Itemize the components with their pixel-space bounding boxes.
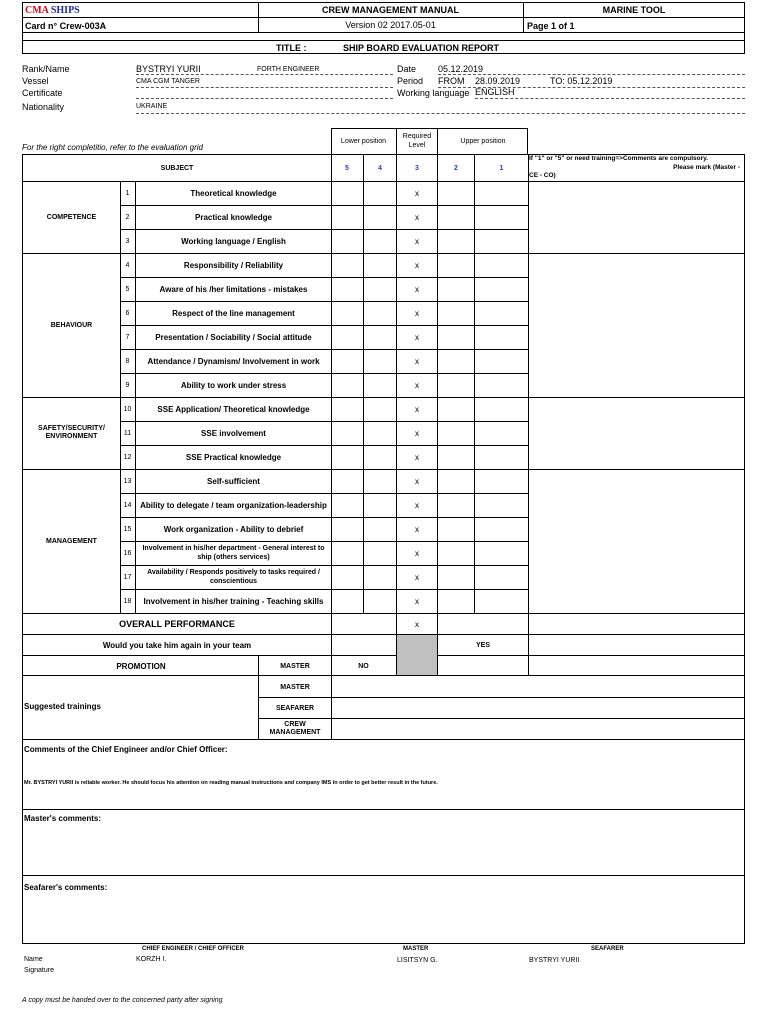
nationality-label: Nationality — [22, 102, 65, 112]
underline — [438, 87, 745, 88]
category-safety-line: SAFETY/SECURITY/ — [38, 425, 105, 432]
underline — [136, 98, 393, 99]
rule — [120, 589, 528, 590]
rank-name: BYSTRYI YURII — [136, 64, 201, 74]
rule — [528, 613, 529, 676]
score-1-heading: 1 — [499, 164, 504, 172]
rule — [120, 301, 528, 302]
rule — [120, 205, 528, 206]
master-name: LISITSYN G. — [397, 957, 438, 964]
comment-note-line: Please mark (Master - — [673, 163, 740, 171]
training-crew-management — [259, 719, 331, 739]
rule — [120, 349, 528, 350]
item-number: 12 — [123, 453, 132, 461]
score-5-heading: 5 — [345, 164, 349, 172]
comment-note — [529, 155, 744, 181]
item-label: Respect of the line management — [172, 308, 295, 318]
rule — [474, 154, 475, 613]
date-label: Date — [397, 64, 417, 74]
rule — [22, 253, 745, 254]
logo-ships-text: SHIPS — [50, 5, 80, 16]
comment-note-line: If "1" or "5" or need training=>Comments are compulsory. — [529, 155, 709, 162]
item-number: 5 — [125, 285, 130, 293]
footer-note: A copy must be handed over to the concerned party after signing — [22, 997, 223, 1004]
item-mark: x — [415, 524, 419, 534]
version: Version 02 2017.05-01 — [345, 20, 436, 30]
item-number: 8 — [125, 357, 130, 365]
rule — [528, 154, 529, 613]
rule — [135, 181, 136, 613]
chief-heading: CHIEF ENGINEER / CHIEF OFFICER — [142, 946, 245, 952]
training-seafarer: SEAFARER — [275, 704, 315, 712]
grid-instruction: For the right completitio, refer to the evaluation grid — [22, 143, 203, 152]
signature-label: Signature — [24, 967, 54, 974]
trainings-box — [22, 676, 745, 740]
underline — [438, 74, 745, 75]
promotion-label: PROMOTION — [116, 661, 166, 671]
seafarer-heading: SEAFARER — [591, 946, 624, 952]
rule — [22, 397, 745, 398]
item-number: 6 — [125, 309, 130, 317]
rule — [120, 277, 528, 278]
rule — [331, 676, 332, 740]
item-number: 16 — [123, 549, 132, 557]
item-label: Responsibility / Reliability — [183, 260, 284, 270]
rule — [120, 325, 528, 326]
item-mark: x — [415, 308, 419, 318]
rule — [120, 229, 528, 230]
item-label: Ability to delegate / team organization-leadership — [140, 500, 327, 510]
rule — [120, 445, 528, 446]
item-mark: x — [415, 380, 419, 390]
title-label: TITLE : — [276, 43, 307, 53]
score-4-heading: 4 — [378, 164, 382, 172]
required-level-heading: Required Level — [402, 133, 432, 149]
rule — [120, 421, 528, 422]
item-number: 18 — [123, 597, 132, 605]
comment-note-line: CE - CO) — [529, 172, 556, 179]
item-label: Availability / Responds positively to tasks required / conscientious — [147, 569, 320, 585]
page-title: SHIP BOARD EVALUATION REPORT — [343, 43, 500, 53]
item-mark: x — [415, 572, 419, 582]
rule — [120, 541, 528, 542]
upper-position-heading: Upper position — [460, 137, 506, 145]
item-label: Theoretical knowledge — [190, 188, 277, 198]
rule — [363, 154, 364, 613]
rule — [437, 154, 438, 613]
item-number: 17 — [123, 573, 132, 581]
chief-comments-text: Mr. BYSTRYI YURII is reliable worker. He should focus his attention on reading manual instructions and company IMS in order to get better result in the future. — [24, 780, 438, 786]
item-mark: x — [415, 404, 419, 414]
item-label: Practical knowledge — [195, 212, 272, 222]
item-label: Involvement in his/her training - Teaching skills — [143, 596, 324, 606]
rule — [120, 565, 528, 566]
lower-position-heading: Lower position — [340, 137, 387, 145]
rank-label: Rank/Name — [22, 64, 70, 74]
rule — [258, 718, 745, 719]
master-heading: MASTER — [403, 946, 429, 952]
manual-title: CREW MANAGEMENT MANUAL — [322, 5, 459, 15]
item-number: 14 — [123, 501, 132, 509]
item-mark: x — [415, 356, 419, 366]
rule — [120, 181, 121, 613]
seafarer-name: BYSTRYI YURII — [529, 957, 580, 964]
item-number: 1 — [125, 189, 130, 197]
marine-tool-title: MARINE TOOL — [602, 5, 666, 15]
rule — [120, 493, 528, 494]
vessel-value: CMA CGM TANGER — [136, 78, 200, 85]
vessel-label: Vessel — [22, 76, 49, 86]
period-label: Period — [397, 76, 424, 86]
score-2-heading: 2 — [454, 164, 458, 172]
underline — [475, 98, 745, 99]
item-mark: x — [415, 596, 419, 606]
certificate-label: Certificate — [22, 88, 63, 98]
item-mark: x — [415, 212, 419, 222]
rule — [22, 181, 745, 182]
item-label: Work organization - Ability to debrief — [163, 524, 304, 534]
date-value: 05.12.2019 — [438, 64, 484, 74]
item-mark: x — [415, 452, 419, 462]
take-again-label: Would you take him again in your team — [102, 640, 252, 650]
item-label: Working language / English — [181, 236, 286, 246]
suggested-trainings-label: Suggested trainings — [24, 702, 101, 711]
item-mark: x — [415, 500, 419, 510]
underline — [136, 87, 393, 88]
overall-performance-label: OVERALL PERFORMANCE — [119, 619, 235, 629]
subject-heading: SUBJECT — [160, 164, 194, 172]
item-number: 4 — [125, 261, 130, 269]
rule — [120, 517, 528, 518]
rule — [120, 373, 528, 374]
item-number: 2 — [125, 213, 130, 221]
seafarer-comments-label: Seafarer's comments: — [24, 883, 108, 892]
item-number: 9 — [125, 381, 130, 389]
item-mark: x — [415, 260, 419, 270]
category-safety-line: ENVIRONMENT — [45, 433, 98, 440]
item-number: 10 — [123, 405, 132, 413]
training-crew-line: CREW — [284, 721, 306, 728]
item-number: 11 — [123, 429, 132, 437]
promotion-answer: NO — [358, 662, 369, 670]
take-again-answer: YES — [475, 641, 490, 649]
item-label: Self-sufficient — [207, 476, 260, 486]
language-label: Working language — [397, 88, 470, 98]
item-number: 3 — [125, 237, 130, 245]
from-label: FROM — [438, 76, 465, 86]
overall-performance-mark: x — [415, 619, 419, 629]
underline — [136, 113, 745, 114]
item-mark: x — [415, 236, 419, 246]
item-label: SSE involvement — [201, 428, 266, 438]
from-value: 28.09.2019 — [475, 76, 521, 86]
rule — [396, 154, 397, 613]
to-value: TO: 05.12.2019 — [550, 76, 613, 86]
rule — [22, 32, 745, 33]
item-label: Aware of his /her limitations - mistakes — [159, 284, 308, 294]
page-number: Page 1 of 1 — [527, 21, 575, 31]
item-label: Involvement in his/her department - General interest to ship (others services) — [142, 545, 325, 561]
master-comments-label: Master's comments: — [24, 814, 102, 823]
master-comments-box — [22, 810, 745, 876]
item-label: Attendance / Dynamism/ Involvement in work — [147, 356, 320, 366]
category-management: MANAGEMENT — [46, 537, 97, 545]
item-mark: x — [415, 548, 419, 558]
shaded-cell — [397, 635, 437, 675]
nationality-value: UKRAINE — [136, 103, 168, 110]
name-label: Name — [24, 956, 43, 963]
card-number: Card n° Crew-003A — [25, 21, 107, 31]
training-crew-line: MANAGEMENT — [269, 729, 321, 736]
item-mark: x — [415, 332, 419, 342]
item-mark: x — [415, 476, 419, 486]
item-label: SSE Practical knowledge — [185, 452, 282, 462]
logo-cma-text: CMA — [25, 5, 49, 16]
company-logo — [25, 5, 80, 16]
language-value: ENGLISH — [475, 87, 515, 97]
score-3-heading: 3 — [415, 164, 419, 172]
training-master: MASTER — [280, 683, 310, 691]
item-number: 15 — [123, 525, 132, 533]
rank-value: FORTH ENGINEER — [257, 66, 320, 73]
category-safety — [23, 397, 120, 469]
item-mark: x — [415, 428, 419, 438]
category-competence: COMPETENCE — [46, 213, 97, 221]
rule — [22, 469, 745, 470]
promotion-who: MASTER — [280, 662, 310, 670]
rule — [258, 697, 745, 698]
chief-comments-label: Comments of the Chief Engineer and/or Chief Officer: — [24, 745, 228, 754]
item-mark: x — [415, 284, 419, 294]
rule — [331, 154, 332, 613]
category-behaviour: BEHAVIOUR — [50, 321, 93, 329]
seafarer-comments-box — [22, 876, 745, 944]
item-number: 13 — [123, 477, 132, 485]
item-label: Presentation / Sociability / Social attitude — [155, 332, 312, 342]
item-mark: x — [415, 188, 419, 198]
rule — [22, 40, 745, 41]
item-label: SSE Application/ Theoretical knowledge — [157, 404, 310, 414]
chief-name: KORZH I. — [136, 956, 167, 963]
underline — [136, 74, 393, 75]
item-label: Ability to work under stress — [180, 380, 287, 390]
item-number: 7 — [125, 333, 130, 341]
